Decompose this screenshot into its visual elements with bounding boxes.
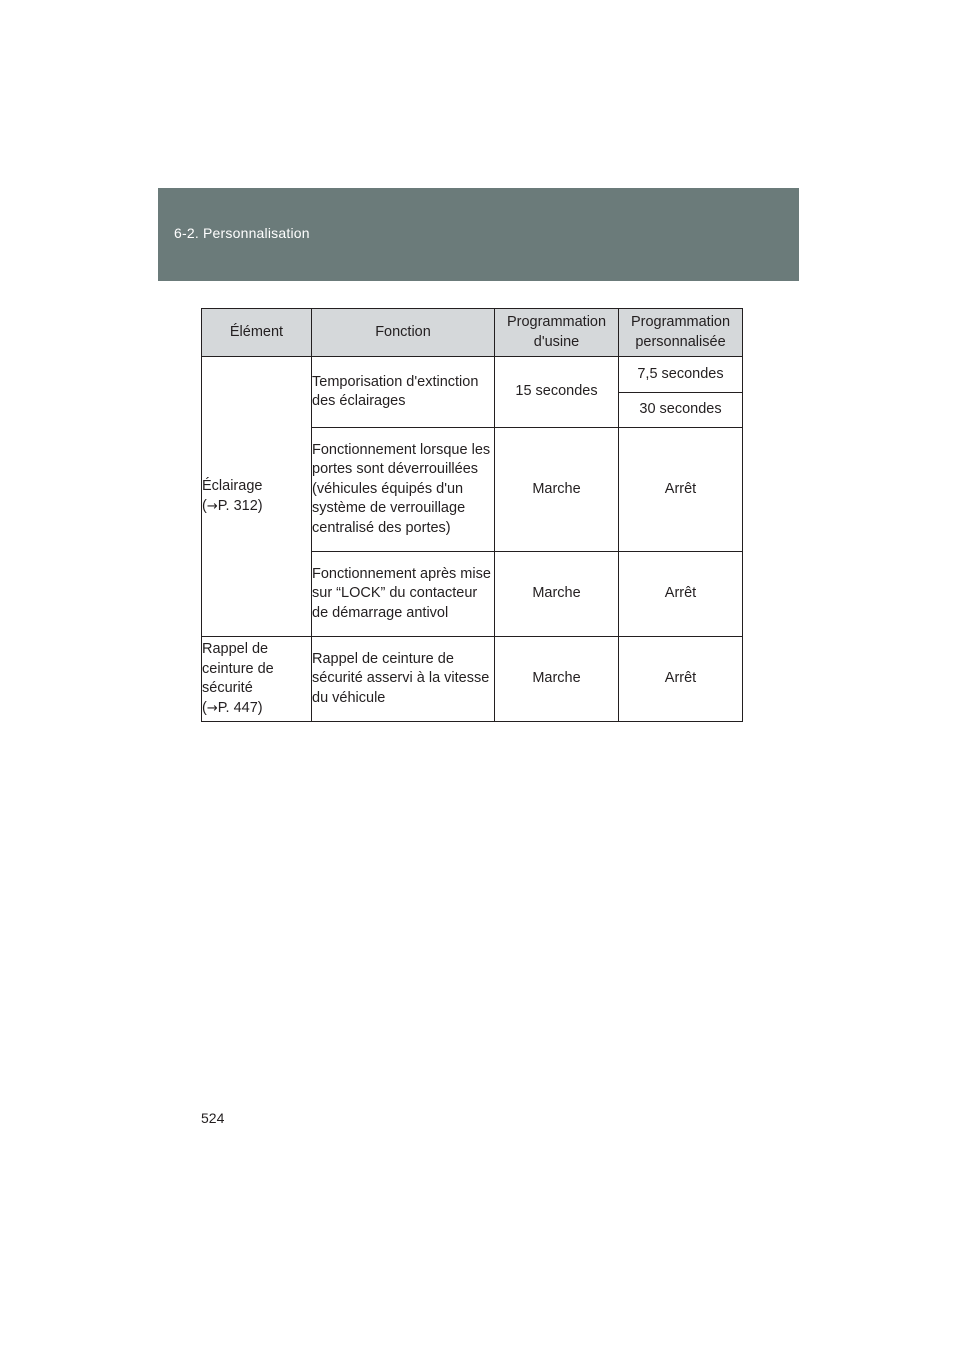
custom-setting-cell: 30 secondes (619, 393, 743, 428)
header-custom-setting: Programmation personnalisée (619, 309, 743, 357)
section-header-band (158, 188, 799, 281)
factory-setting-cell: Marche (495, 428, 619, 552)
page-reference: P. 447) (217, 699, 263, 716)
custom-setting-cell: Arrêt (619, 428, 743, 552)
header-item: Élément (202, 309, 312, 357)
table-header-row (202, 309, 743, 357)
custom-setting-cell: Arrêt (619, 552, 743, 637)
page-reference: P. 312) (217, 497, 263, 514)
factory-setting-cell: Marche (495, 637, 619, 722)
header-factory-setting: Programmation d'usine (495, 309, 619, 357)
function-cell: Temporisation d'extinction des éclairages (312, 357, 495, 428)
arrow-right-icon: → (206, 700, 218, 716)
custom-setting-cell: Arrêt (619, 637, 743, 722)
custom-setting-cell: 7,5 secondes (619, 357, 743, 393)
section-title: 6-2. Personnalisation (174, 225, 310, 241)
function-cell: Fonctionnement après mise sur “LOCK” du contacteur de démarrage antivol (312, 552, 495, 637)
customization-table (201, 308, 743, 722)
header-function: Fonction (312, 309, 495, 357)
function-cell: Fonctionnement lorsque les portes sont déverrouillées (véhicules équipés d'un système de verrouillage centralisé des portes) (312, 428, 495, 552)
item-seatbelt-label: Rappel de ceinture de sécurité (202, 641, 274, 696)
table-row (202, 637, 743, 722)
item-lighting: Éclairage (→P. 312) (202, 357, 312, 637)
page-number: 524 (201, 1110, 225, 1126)
arrow-right-icon: → (206, 498, 218, 514)
factory-setting-cell: 15 secondes (495, 357, 619, 428)
item-seatbelt: Rappel de ceinture de sécurité (→P. 447) (202, 637, 312, 722)
item-lighting-label: Éclairage (202, 478, 263, 494)
factory-setting-cell: Marche (495, 552, 619, 637)
table-row (202, 357, 743, 393)
function-cell: Rappel de ceinture de sécurité asservi à la vitesse du véhicule (312, 637, 495, 722)
